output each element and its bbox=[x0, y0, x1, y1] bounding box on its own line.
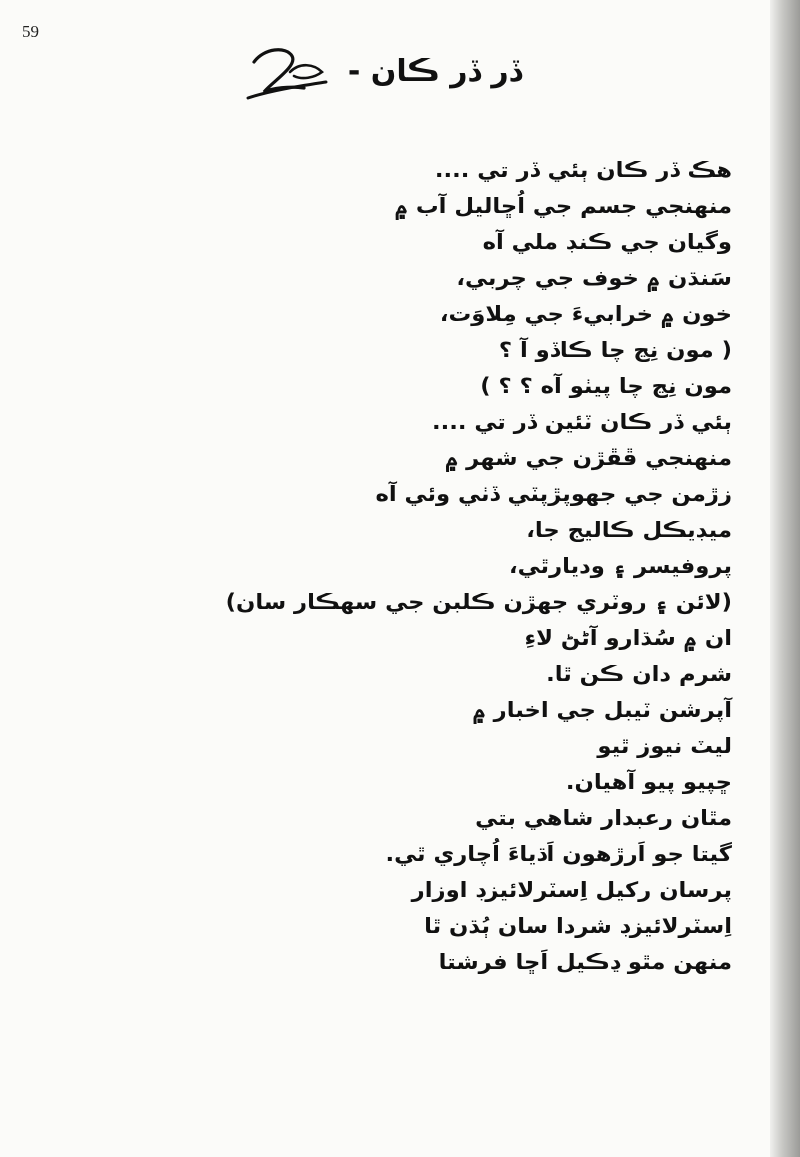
poem-line: زڙمن جي جهوپڙپٽي ڏٺي وئي آه bbox=[375, 482, 732, 506]
page-number: 59 bbox=[22, 22, 39, 41]
poem-line: ( مون نِڃ چا ڪاڏو آ ؟ bbox=[498, 338, 732, 362]
poem-line: آپرشن ٽيبل جي اخبار ۾ bbox=[472, 698, 732, 722]
poem-line: ليٽ نيوز ٿيو bbox=[597, 734, 732, 758]
poem-line: ميڊيڪل ڪاليج جا، bbox=[526, 518, 732, 542]
poem-heading bbox=[230, 40, 530, 110]
poem-line: منهنجي جسم جي اُڇاليل آب ۾ bbox=[394, 194, 732, 218]
poem-line: (لائن ۽ روٽري جهڙن ڪلبن جي سهڪار سان) bbox=[225, 590, 732, 614]
poem-line: مٿان رعبدار شاهي بتي bbox=[475, 806, 732, 830]
book-gutter-shadow bbox=[770, 0, 800, 1157]
poem-line: ان ۾ سُڌارو آڻڻ لاءِ bbox=[524, 626, 732, 650]
poem-line: پرسان رکيل اِسٽرلائيزڊ اوزار bbox=[411, 878, 732, 902]
poem-line: سَنڌن ۾ خوف جي چربي، bbox=[456, 266, 732, 290]
poem-line: اِسٽرلائيزڊ شردا سان ٻُڌن ٿا bbox=[424, 914, 732, 938]
poem-line: ڇپيو پيو آهيان. bbox=[565, 770, 732, 794]
poem-line: گيتا جو اَرڙهون اَڌياءَ اُچاري ٿي. bbox=[385, 842, 732, 866]
poem-body bbox=[212, 152, 732, 980]
poem-line: منهنجي ڦڦڙن جي شهر ۾ bbox=[444, 446, 732, 470]
poem-line: شرم دان ڪن ٿا. bbox=[546, 662, 732, 686]
poem-line: مون نِڃ چا پيٺو آه ؟ ؟ ) bbox=[480, 374, 732, 398]
poem-line: وگيان جي ڪنڊ ملي آه bbox=[482, 230, 732, 254]
poem-line: منهن مٿو ڍڪيل اَڇا فرشتا bbox=[438, 950, 732, 974]
poem-line: ٻئي ڏر ڪان ٽئين ڏر تي .... bbox=[431, 410, 732, 434]
poem-line: پروفيسر ۽ وديارٿي، bbox=[508, 554, 732, 578]
poem-line: هڪ ڏر ڪان ٻئي ڏر تي .... bbox=[434, 158, 732, 182]
poem-line: خون ۾ خرابيءَ جي مِلاوَت، bbox=[439, 302, 732, 326]
handwritten-mark bbox=[242, 42, 332, 104]
poem-title: ڏر ڏر ڪان - bbox=[347, 54, 522, 89]
